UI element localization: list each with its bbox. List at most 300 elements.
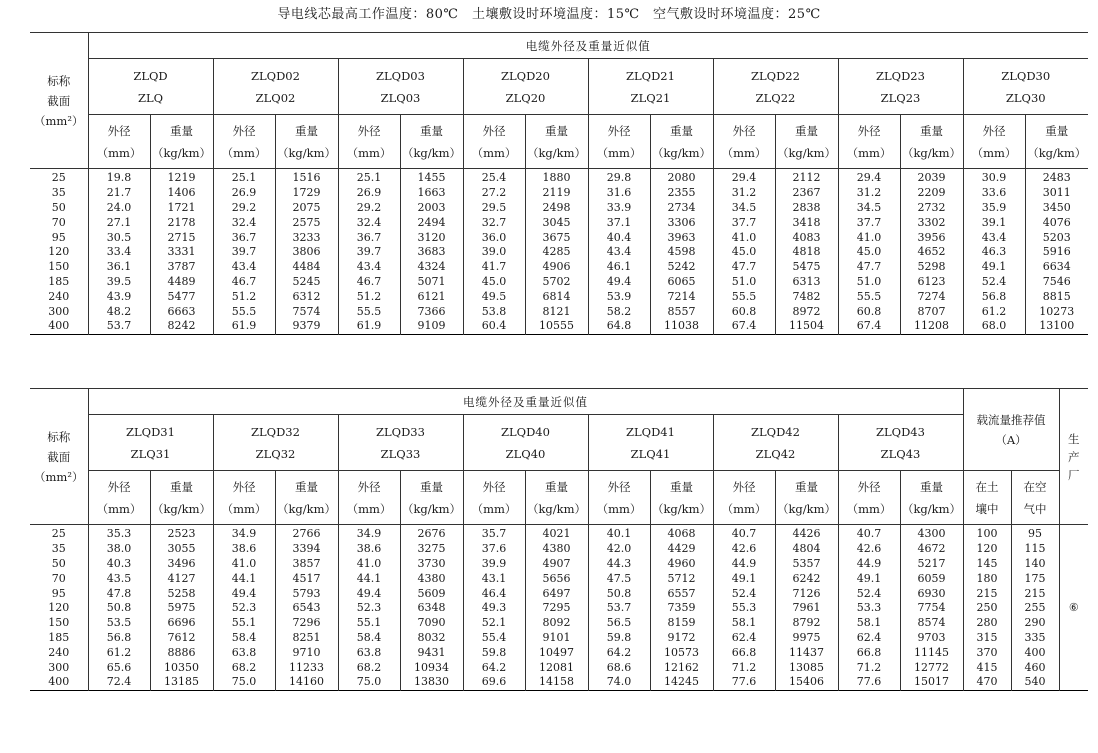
data-cell: 49.4 [213, 586, 275, 601]
data-cell: 52.3 [338, 601, 400, 616]
group-header: 电缆外径及重量近似值 [88, 33, 1088, 59]
data-cell: 8242 [150, 319, 213, 334]
nominal-section-cell: 70 [30, 215, 88, 230]
data-cell: 72.4 [88, 675, 150, 690]
data-cell: 5357 [775, 557, 838, 572]
weight-line2: （kg/km） [276, 145, 337, 160]
data-cell: 75.0 [213, 675, 275, 690]
table-row [30, 215, 1088, 230]
data-cell: 11233 [275, 660, 338, 675]
in-soil-line1: 在土 [975, 479, 999, 494]
data-cell: 25.1 [338, 169, 400, 186]
data-cell: 40.1 [588, 525, 650, 542]
model-header [588, 59, 713, 115]
data-cell: 415 [963, 660, 1011, 675]
weight-header [900, 115, 963, 169]
data-cell: 315 [963, 631, 1011, 646]
model-name-line1: ZLQD [133, 68, 168, 83]
data-cell: 3496 [150, 557, 213, 572]
data-cell: 3730 [400, 557, 463, 572]
data-cell: 55.5 [338, 304, 400, 319]
data-cell: 55.3 [713, 601, 775, 616]
od-line1: 外径 [107, 123, 131, 138]
data-cell: 33.6 [963, 186, 1025, 201]
data-cell: 11437 [775, 645, 838, 660]
data-cell: 8251 [275, 631, 338, 646]
data-cell: 7612 [150, 631, 213, 646]
od-line1: 外径 [982, 123, 1006, 138]
data-cell: 51.0 [713, 275, 775, 290]
table-row [30, 304, 1088, 319]
data-cell: 1729 [275, 186, 338, 201]
data-cell: 68.6 [588, 660, 650, 675]
model-name-line1: ZLQD43 [876, 424, 925, 439]
data-cell: 42.6 [838, 542, 900, 557]
data-cell: 39.0 [463, 245, 525, 260]
data-cell: 46.7 [213, 275, 275, 290]
data-cell: 100 [963, 525, 1011, 542]
data-cell: 9101 [525, 631, 588, 646]
od-line1: 外径 [107, 479, 131, 494]
data-cell: 2494 [400, 215, 463, 230]
weight-line1: 重量 [170, 123, 193, 138]
data-cell: 2209 [900, 186, 963, 201]
data-cell: 2575 [275, 215, 338, 230]
cable-table-lower [30, 388, 1088, 691]
data-cell: 10555 [525, 319, 588, 334]
data-cell: 49.5 [463, 289, 525, 304]
od-line2: （mm） [221, 501, 267, 516]
data-cell: 35.9 [963, 201, 1025, 216]
data-cell: 51.0 [838, 275, 900, 290]
data-cell: 5071 [400, 275, 463, 290]
data-cell: 38.6 [213, 542, 275, 557]
data-cell: 8121 [525, 304, 588, 319]
data-cell: 5916 [1025, 245, 1088, 260]
data-cell: 43.1 [463, 571, 525, 586]
data-cell: 62.4 [838, 631, 900, 646]
data-cell: 12772 [900, 660, 963, 675]
data-cell: 4960 [650, 557, 713, 572]
data-cell: 5975 [150, 601, 213, 616]
od-line2: （mm） [221, 145, 267, 160]
data-cell: 31.2 [838, 186, 900, 201]
weight-header [775, 115, 838, 169]
data-cell: 26.9 [213, 186, 275, 201]
data-cell: 3418 [775, 215, 838, 230]
weight-line2: （kg/km） [151, 501, 212, 516]
model-name-line1: ZLQD20 [501, 68, 550, 83]
data-cell: 41.0 [838, 230, 900, 245]
nominal-section-cell: 120 [30, 245, 88, 260]
data-cell: 36.1 [88, 260, 150, 275]
data-cell: 29.2 [213, 201, 275, 216]
od-header [338, 115, 400, 169]
data-cell: 2734 [650, 201, 713, 216]
data-cell: 5258 [150, 586, 213, 601]
data-cell: 5298 [900, 260, 963, 275]
od-header [88, 471, 150, 525]
data-cell: 3275 [400, 542, 463, 557]
data-cell: 11145 [900, 645, 963, 660]
data-cell: 3963 [650, 230, 713, 245]
model-name-line1: ZLQD40 [501, 424, 550, 439]
nominal-section-cell: 300 [30, 660, 88, 675]
data-cell: 4324 [400, 260, 463, 275]
data-cell: 14158 [525, 675, 588, 690]
data-cell: 4818 [775, 245, 838, 260]
nominal-section-cell: 240 [30, 289, 88, 304]
data-cell: 4380 [400, 571, 463, 586]
data-cell: 32.4 [213, 215, 275, 230]
data-cell: 9975 [775, 631, 838, 646]
data-cell: 37.7 [838, 215, 900, 230]
table-caption: 导电线芯最高工作温度：80℃ 土壤敷设时环境温度：15℃ 空气敷设时环境温度：25℃ [277, 7, 821, 22]
data-cell: 50.8 [88, 601, 150, 616]
data-cell: 30.5 [88, 230, 150, 245]
data-cell: 14160 [275, 675, 338, 690]
data-cell: 61.9 [213, 319, 275, 334]
data-cell: 66.8 [838, 645, 900, 660]
model-name-line1: ZLQD41 [626, 424, 675, 439]
data-cell: 53.7 [588, 601, 650, 616]
data-cell: 5702 [525, 275, 588, 290]
data-cell: 5477 [150, 289, 213, 304]
model-name-line2: ZLQ42 [755, 446, 796, 461]
data-cell: 7359 [650, 601, 713, 616]
data-cell: 3683 [400, 245, 463, 260]
data-cell: 6242 [775, 571, 838, 586]
data-cell: 67.4 [838, 319, 900, 334]
weight-line1: 重量 [545, 479, 568, 494]
data-cell: 2676 [400, 525, 463, 542]
data-cell: 5793 [275, 586, 338, 601]
data-cell: 50.8 [588, 586, 650, 601]
od-header [838, 115, 900, 169]
data-cell: 4672 [900, 542, 963, 557]
data-cell: 59.8 [588, 631, 650, 646]
data-cell: 6634 [1025, 260, 1088, 275]
data-cell: 6313 [775, 275, 838, 290]
data-cell: 4076 [1025, 215, 1088, 230]
weight-header [650, 471, 713, 525]
data-cell: 5609 [400, 586, 463, 601]
data-cell: 6121 [400, 289, 463, 304]
od-line2: （mm） [346, 501, 392, 516]
model-name-line2: ZLQ41 [630, 446, 671, 461]
data-cell: 31.2 [713, 186, 775, 201]
data-cell: 40.7 [838, 525, 900, 542]
data-cell: 36.0 [463, 230, 525, 245]
od-line1: 外径 [357, 123, 381, 138]
data-cell: 40.7 [713, 525, 775, 542]
weight-line2: （kg/km） [901, 145, 962, 160]
data-cell: 31.6 [588, 186, 650, 201]
weight-line2: （kg/km） [401, 501, 462, 516]
data-cell: 2039 [900, 169, 963, 186]
data-cell: 10573 [650, 645, 713, 660]
data-cell: 55.1 [338, 616, 400, 631]
data-cell: 5242 [650, 260, 713, 275]
current-rating-header: 载流量推荐值 （A） [963, 389, 1059, 471]
data-cell: 29.8 [588, 169, 650, 186]
model-header [838, 415, 963, 471]
cable-table-upper [30, 32, 1088, 335]
model-header [338, 59, 463, 115]
data-cell: 6557 [650, 586, 713, 601]
model-name-line2: ZLQ30 [1005, 90, 1046, 105]
nominal-section-cell: 25 [30, 169, 88, 186]
data-cell: 41.0 [713, 230, 775, 245]
data-cell: 8092 [525, 616, 588, 631]
weight-line1: 重量 [295, 479, 318, 494]
od-line2: （mm） [721, 145, 767, 160]
weight-line2: （kg/km） [901, 501, 962, 516]
weight-line2: （kg/km） [276, 501, 337, 516]
data-cell: 42.0 [588, 542, 650, 557]
data-cell: 49.1 [713, 571, 775, 586]
data-cell: 2355 [650, 186, 713, 201]
data-cell: 4517 [275, 571, 338, 586]
data-cell: 4906 [525, 260, 588, 275]
data-cell: 6814 [525, 289, 588, 304]
data-cell: 2075 [275, 201, 338, 216]
nominal-section-cell: 240 [30, 645, 88, 660]
data-cell: 45.0 [838, 245, 900, 260]
od-header [463, 115, 525, 169]
data-cell: 12162 [650, 660, 713, 675]
data-cell: 7296 [275, 616, 338, 631]
data-cell: 68.0 [963, 319, 1025, 334]
nominal-section-cell: 70 [30, 571, 88, 586]
data-cell: 40.4 [588, 230, 650, 245]
data-cell: 52.3 [213, 601, 275, 616]
data-cell: 45.0 [713, 245, 775, 260]
data-cell: 290 [1011, 616, 1059, 631]
table-row [30, 571, 1088, 586]
data-cell: 64.8 [588, 319, 650, 334]
data-cell: 145 [963, 557, 1011, 572]
weight-line1: 重量 [420, 123, 443, 138]
data-cell: 37.6 [463, 542, 525, 557]
data-cell: 43.4 [338, 260, 400, 275]
data-cell: 115 [1011, 542, 1059, 557]
model-header [213, 59, 338, 115]
model-header [963, 59, 1088, 115]
weight-line2: （kg/km） [776, 501, 837, 516]
data-cell: 10350 [150, 660, 213, 675]
data-cell: 6059 [900, 571, 963, 586]
data-cell: 44.9 [713, 557, 775, 572]
model-header [213, 415, 338, 471]
data-cell: 7214 [650, 289, 713, 304]
table-row [30, 289, 1088, 304]
od-line2: （mm） [971, 145, 1017, 160]
data-cell: 9431 [400, 645, 463, 660]
data-cell: 4489 [150, 275, 213, 290]
data-cell: 47.5 [588, 571, 650, 586]
data-cell: 60.8 [838, 304, 900, 319]
data-cell: 49.3 [463, 601, 525, 616]
od-line1: 外径 [232, 123, 256, 138]
od-header [213, 115, 275, 169]
od-line2: （mm） [471, 501, 517, 516]
data-cell: 2483 [1025, 169, 1088, 186]
data-cell: 55.5 [713, 289, 775, 304]
nominal-section-cell: 150 [30, 616, 88, 631]
data-cell: 35.7 [463, 525, 525, 542]
od-line2: （mm） [596, 501, 642, 516]
model-name-line1: ZLQD02 [251, 68, 300, 83]
model-name-line2: ZLQ32 [255, 446, 296, 461]
data-cell: 4426 [775, 525, 838, 542]
data-cell: 250 [963, 601, 1011, 616]
data-cell: 9109 [400, 319, 463, 334]
data-cell: 49.4 [588, 275, 650, 290]
data-cell: 38.6 [338, 542, 400, 557]
data-cell: 6663 [150, 304, 213, 319]
weight-line2: （kg/km） [151, 145, 212, 160]
data-cell: 56.8 [963, 289, 1025, 304]
data-cell: 71.2 [713, 660, 775, 675]
table-row [30, 660, 1088, 675]
data-cell: 4429 [650, 542, 713, 557]
data-cell: 55.4 [463, 631, 525, 646]
model-name-line1: ZLQD03 [376, 68, 425, 83]
model-name-line2: ZLQ20 [505, 90, 546, 105]
data-cell: 43.9 [88, 289, 150, 304]
data-cell: 51.2 [213, 289, 275, 304]
model-header [838, 59, 963, 115]
data-cell: 335 [1011, 631, 1059, 646]
od-line1: 外径 [482, 123, 506, 138]
model-name-line2: ZLQ40 [505, 446, 546, 461]
data-cell: 7366 [400, 304, 463, 319]
data-cell: 33.9 [588, 201, 650, 216]
data-cell: 58.4 [213, 631, 275, 646]
model-name-line2: ZLQ33 [380, 446, 421, 461]
model-name-line2: ZLQ [137, 90, 164, 105]
weight-line1: 重量 [795, 479, 818, 494]
weight-line1: 重量 [545, 123, 568, 138]
data-cell: 44.1 [338, 571, 400, 586]
model-name-line1: ZLQD33 [376, 424, 425, 439]
data-cell: 35.3 [88, 525, 150, 542]
model-name-line2: ZLQ23 [880, 90, 921, 105]
od-line2: （mm） [471, 145, 517, 160]
data-cell: 25.1 [213, 169, 275, 186]
nominal-section-cell: 25 [30, 525, 88, 542]
data-cell: 43.4 [588, 245, 650, 260]
weight-line2: （kg/km） [526, 501, 587, 516]
data-cell: 370 [963, 645, 1011, 660]
od-line1: 外径 [607, 479, 631, 494]
data-cell: 56.5 [588, 616, 650, 631]
weight-line1: 重量 [420, 479, 443, 494]
weight-line2: （kg/km） [526, 145, 587, 160]
nominal-section-cell: 35 [30, 542, 88, 557]
data-cell: 1721 [150, 201, 213, 216]
data-cell: 175 [1011, 571, 1059, 586]
data-cell: 19.8 [88, 169, 150, 186]
data-cell: 41.0 [338, 557, 400, 572]
data-cell: 5712 [650, 571, 713, 586]
weight-header [150, 115, 213, 169]
table-row [30, 557, 1088, 572]
data-cell: 255 [1011, 601, 1059, 616]
data-cell: 180 [963, 571, 1011, 586]
od-line1: 外径 [857, 123, 881, 138]
data-cell: 61.2 [963, 304, 1025, 319]
data-cell: 1880 [525, 169, 588, 186]
data-cell: 13100 [1025, 319, 1088, 334]
data-cell: 8972 [775, 304, 838, 319]
data-cell: 60.8 [713, 304, 775, 319]
data-cell: 34.5 [713, 201, 775, 216]
data-cell: 95 [1011, 525, 1059, 542]
data-cell: 10934 [400, 660, 463, 675]
data-cell: 39.5 [88, 275, 150, 290]
data-cell: 6123 [900, 275, 963, 290]
data-cell: 47.8 [88, 586, 150, 601]
weight-header [775, 471, 838, 525]
data-cell: 1406 [150, 186, 213, 201]
data-cell: 3787 [150, 260, 213, 275]
data-cell: 45.0 [463, 275, 525, 290]
data-cell: 3302 [900, 215, 963, 230]
data-cell: 4484 [275, 260, 338, 275]
data-cell: 63.8 [213, 645, 275, 660]
model-name-line1: ZLQD31 [126, 424, 175, 439]
data-cell: 2367 [775, 186, 838, 201]
data-cell: 44.1 [213, 571, 275, 586]
nominal-section-cell: 120 [30, 601, 88, 616]
nominal-section-cell: 50 [30, 201, 88, 216]
model-name-line1: ZLQD30 [1001, 68, 1051, 83]
data-cell: 6930 [900, 586, 963, 601]
data-cell: 8792 [775, 616, 838, 631]
data-cell: 49.1 [838, 571, 900, 586]
data-cell: 26.9 [338, 186, 400, 201]
table-row [30, 245, 1088, 260]
od-line2: （mm） [96, 145, 142, 160]
data-cell: 10273 [1025, 304, 1088, 319]
data-cell: 13185 [150, 675, 213, 690]
data-cell: 56.8 [88, 631, 150, 646]
data-cell: 29.2 [338, 201, 400, 216]
data-cell: 11504 [775, 319, 838, 334]
data-cell: 3120 [400, 230, 463, 245]
od-line2: （mm） [721, 501, 767, 516]
data-cell: 42.6 [713, 542, 775, 557]
data-cell: 66.8 [713, 645, 775, 660]
nominal-section-cell: 185 [30, 631, 88, 646]
weight-header [400, 471, 463, 525]
data-cell: 39.7 [338, 245, 400, 260]
data-cell: 11208 [900, 319, 963, 334]
data-cell: 8032 [400, 631, 463, 646]
nominal-section-cell: 150 [30, 260, 88, 275]
data-cell: 3306 [650, 215, 713, 230]
data-cell: 4300 [900, 525, 963, 542]
data-cell: 4021 [525, 525, 588, 542]
table-row [30, 230, 1088, 245]
data-cell: 5656 [525, 571, 588, 586]
data-cell: 9172 [650, 631, 713, 646]
data-cell: 13830 [400, 675, 463, 690]
data-cell: 46.7 [338, 275, 400, 290]
od-line1: 外径 [482, 479, 506, 494]
